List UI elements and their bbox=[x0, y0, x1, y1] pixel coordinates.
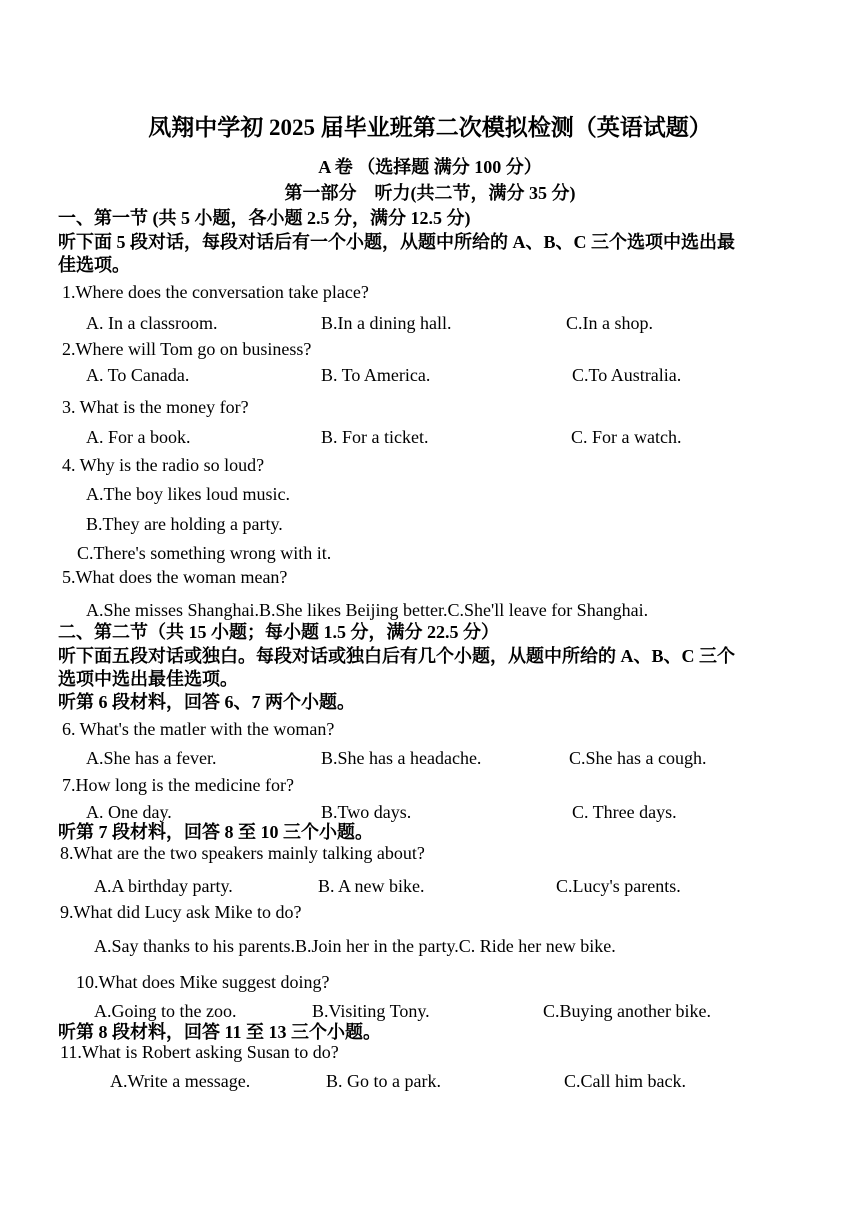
q5-options: A.She misses Shanghai.B.She likes Beijing better.C.She'll leave for Shanghai. bbox=[86, 600, 649, 620]
q11-option-b: B. Go to a park. bbox=[326, 1071, 441, 1091]
section1-instruction-cont: 佳选项。 bbox=[58, 255, 130, 275]
part-heading: 第一部分 听力(共二节，满分 35 分) bbox=[284, 183, 576, 203]
q6-option-b: B.She has a headache. bbox=[321, 748, 482, 768]
q1-option-a: A. In a classroom. bbox=[86, 313, 218, 333]
section2-heading: 二、第二节（共 15 小题；每小题 1.5 分，满分 22.5 分） bbox=[58, 622, 499, 642]
q1-option-c: C.In a shop. bbox=[566, 313, 653, 333]
question-6: 6. What's the matler with the woman? bbox=[62, 719, 335, 739]
q3-option-c: C. For a watch. bbox=[571, 427, 682, 447]
q1-option-b: B.In a dining hall. bbox=[321, 313, 452, 333]
q10-option-c: C.Buying another bike. bbox=[543, 1001, 711, 1021]
question-10: 10.What does Mike suggest doing? bbox=[76, 972, 330, 992]
q10-option-b: B.Visiting Tony. bbox=[312, 1001, 430, 1021]
material-7-heading: 听第 7 段材料，回答 8 至 10 三个小题。 bbox=[58, 822, 373, 842]
q3-option-a: A. For a book. bbox=[86, 427, 191, 447]
q2-option-c: C.To Australia. bbox=[572, 365, 682, 385]
section2-instruction: 听下面五段对话或独白。每段对话或独白后有几个小题，从题中所给的 A、B、C 三个 bbox=[58, 646, 736, 666]
q6-option-c: C.She has a cough. bbox=[569, 748, 707, 768]
question-9: 9.What did Lucy ask Mike to do? bbox=[60, 902, 302, 922]
q11-option-a: A.Write a message. bbox=[110, 1071, 251, 1091]
q9-options: A.Say thanks to his parents.B.Join her in the party.C. Ride her new bike. bbox=[94, 936, 616, 956]
q7-option-a: A. One day. bbox=[86, 802, 172, 822]
q7-option-c: C. Three days. bbox=[572, 802, 677, 822]
q4-option-c: C.There's something wrong with it. bbox=[77, 543, 332, 563]
q10-option-a: A.Going to the zoo. bbox=[94, 1001, 237, 1021]
question-8: 8.What are the two speakers mainly talking about? bbox=[60, 843, 425, 863]
q2-option-b: B. To America. bbox=[321, 365, 431, 385]
material-8-heading: 听第 8 段材料，回答 11 至 13 三个小题。 bbox=[58, 1022, 382, 1042]
volume-heading: A 卷 （选择题 满分 100 分） bbox=[318, 157, 542, 177]
page-title: 凤翔中学初 2025 届毕业班第二次模拟检测（英语试题） bbox=[148, 115, 712, 140]
q8-option-b: B. A new bike. bbox=[318, 876, 425, 896]
q8-option-a: A.A birthday party. bbox=[94, 876, 233, 896]
section2-instruction-cont: 选项中选出最佳选项。 bbox=[58, 669, 238, 689]
q4-option-a: A.The boy likes loud music. bbox=[86, 484, 290, 504]
question-4: 4. Why is the radio so loud? bbox=[62, 455, 265, 475]
q7-option-b: B.Two days. bbox=[321, 802, 412, 822]
question-5: 5.What does the woman mean? bbox=[62, 567, 288, 587]
question-1: 1.Where does the conversation take place? bbox=[62, 282, 369, 302]
section1-heading: 一、第一节 (共 5 小题，各小题 2.5 分，满分 12.5 分) bbox=[58, 208, 471, 228]
q2-option-a: A. To Canada. bbox=[86, 365, 190, 385]
question-3: 3. What is the money for? bbox=[62, 397, 249, 417]
q8-option-c: C.Lucy's parents. bbox=[556, 876, 681, 896]
q6-option-a: A.She has a fever. bbox=[86, 748, 217, 768]
q11-option-c: C.Call him back. bbox=[564, 1071, 686, 1091]
question-7: 7.How long is the medicine for? bbox=[62, 775, 294, 795]
q4-option-b: B.They are holding a party. bbox=[86, 514, 283, 534]
question-11: 11.What is Robert asking Susan to do? bbox=[60, 1042, 339, 1062]
q3-option-b: B. For a ticket. bbox=[321, 427, 429, 447]
question-2: 2.Where will Tom go on business? bbox=[62, 339, 312, 359]
material-6-heading: 听第 6 段材料，回答 6、7 两个小题。 bbox=[58, 692, 355, 712]
section1-instruction: 听下面 5 段对话，每段对话后有一个小题，从题中所给的 A、B、C 三个选项中选出最 bbox=[58, 232, 736, 252]
